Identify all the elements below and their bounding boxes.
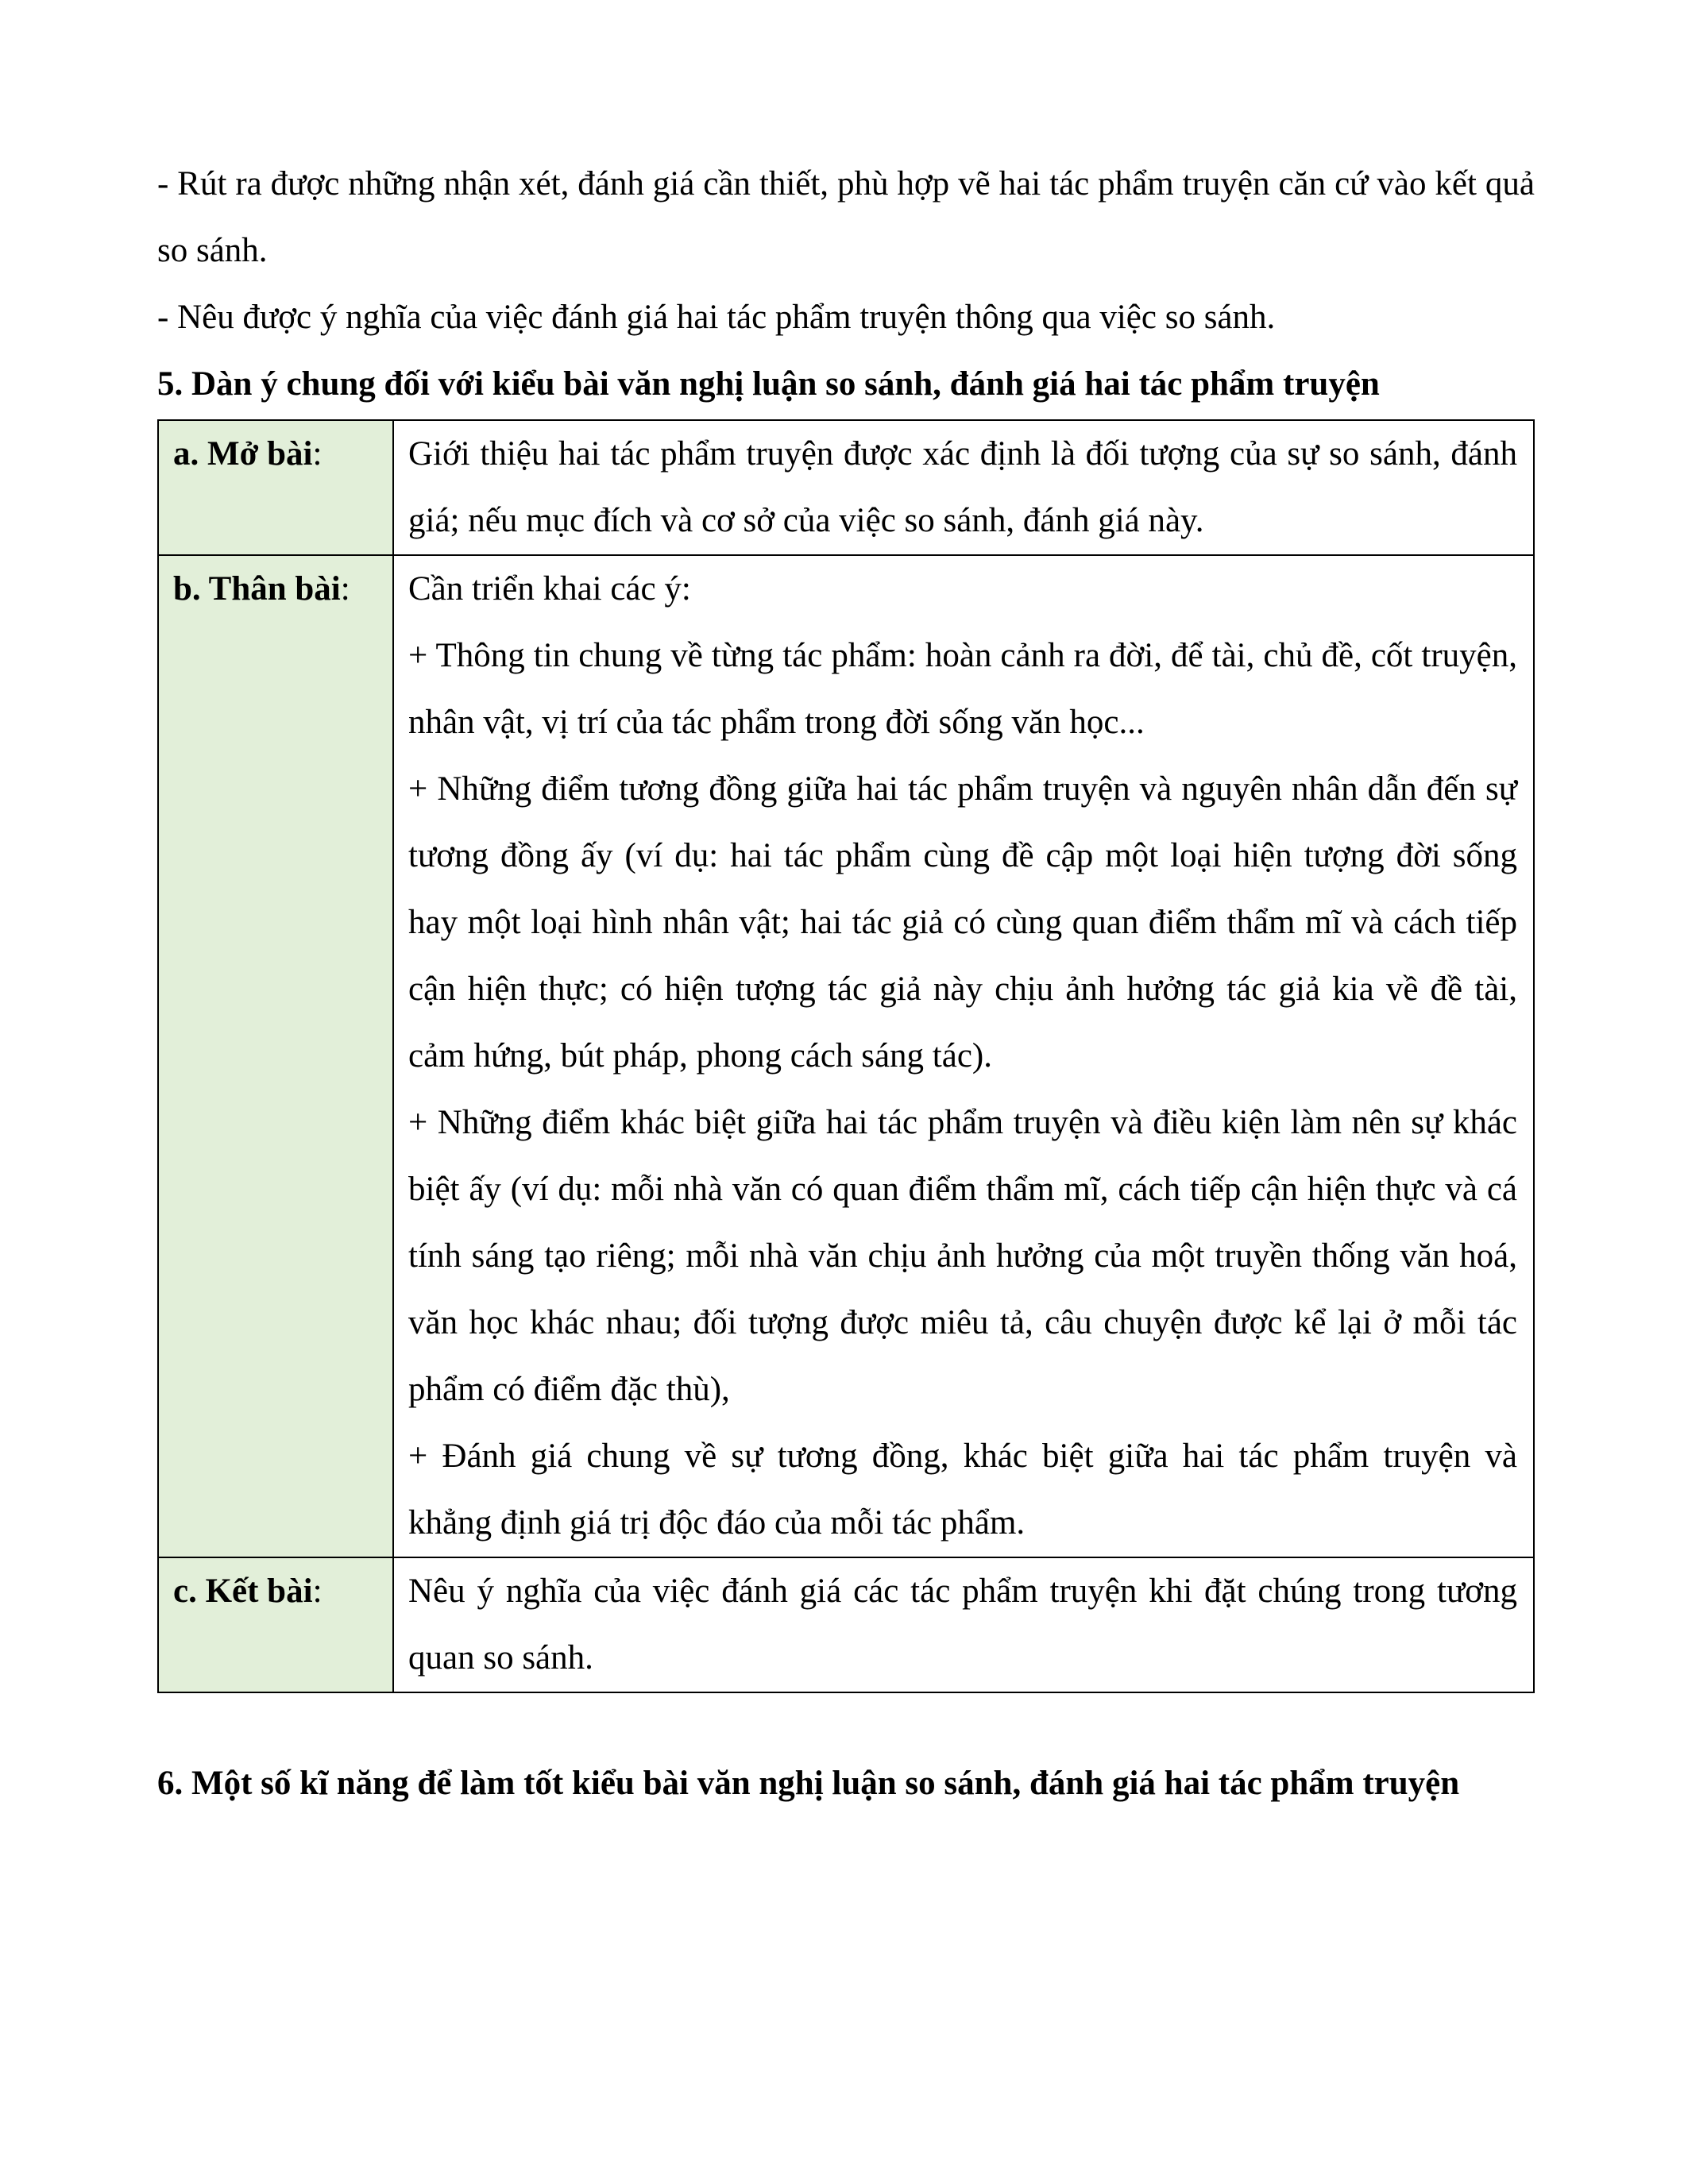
row-content-mo-bai: [393, 420, 1534, 555]
section-5-heading: 5. Dàn ý chung đối với kiểu bài văn nghị luận so sánh, đánh giá hai tác phẩm truyện: [157, 365, 1380, 403]
section-6-heading: 6. Một số kĩ năng để làm tốt kiểu bài văn nghị luận so sánh, đánh giá hai tác phẩm truyện: [157, 1765, 1460, 1802]
table-row-than-bai: [158, 555, 1534, 1557]
ket-bai-text: Nêu ý nghĩa của việc đánh giá các tác phẩm truyện khi đặt chúng trong tương quan so sánh.: [408, 1572, 1517, 1677]
than-bai-point-3: + Những điểm khác biệt giữa hai tác phẩm truyện và điều kiện làm nên sự khác biệt ấy (ví dụ: mỗi nhà văn có quan điểm thẩm mĩ, cách tiếp cận hiện thực và cá tính sáng tạo riêng; mỗi nhà văn chịu ảnh hưởng của một truyền thống văn hoá, văn học khác nhau; đối tượng được miêu tả, câu chuyện được kể lại ở mỗi tác phẩm có điểm đặc thù),: [408, 1104, 1517, 1408]
than-bai-point-2: + Những điểm tương đồng giữa hai tác phẩm truyện và nguyên nhân dẫn đến sự tương đồng ấy (ví dụ: hai tác phẩm cùng đề cập một loại hiện tượng đời sống hay một loại hình nhân vật; hai tác giả có cùng quan điểm thẩm mĩ và cách tiếp cận hiện thực; có hiện tượng tác giả này chịu ảnh hưởng tác giả kia về đề tài, cảm hứng, bút pháp, phong cách sáng tác).: [408, 770, 1517, 1075]
than-bai-intro: Cần triển khai các ý:: [408, 570, 691, 608]
than-bai-label: b. Thân bài: [173, 570, 341, 608]
row-content-ket-bai: [393, 1557, 1534, 1692]
outline-table: [157, 419, 1535, 1693]
table-row-ket-bai: [158, 1557, 1534, 1692]
row-label-than-bai: b. Thân bài:: [158, 555, 393, 1557]
ket-bai-label: c. Kết bài: [173, 1572, 313, 1610]
than-bai-point-1: + Thông tin chung về từng tác phẩm: hoàn cảnh ra đời, để tài, chủ đề, cốt truyện, nhân vật, vị trí của tác phẩm trong đời sống văn học...: [408, 637, 1517, 741]
row-label-mo-bai: a. Mở bài:: [158, 420, 393, 555]
mo-bai-text: Giới thiệu hai tác phẩm truyện được xác định là đối tượng của sự so sánh, đánh giá; nếu mục đích và cơ sở của việc so sánh, đánh giá này.: [408, 435, 1517, 539]
mo-bai-label: a. Mở bài: [173, 435, 313, 473]
than-bai-point-4: + Đánh giá chung về sự tương đồng, khác biệt giữa hai tác phẩm truyện và khẳng định giá trị độc đáo của mỗi tác phẩm.: [408, 1437, 1517, 1542]
table-row-mo-bai: [158, 420, 1534, 555]
document-page: [157, 151, 1535, 1817]
row-label-ket-bai: c. Kết bài:: [158, 1557, 393, 1692]
intro-paragraph-1: - Rút ra được những nhận xét, đánh giá cần thiết, phù hợp vẽ hai tác phẩm truyện căn cứ vào kết quả so sánh.: [157, 165, 1535, 269]
row-content-than-bai: [393, 555, 1534, 1557]
intro-paragraph-2: - Nêu được ý nghĩa của việc đánh giá hai tác phẩm truyện thông qua việc so sánh.: [157, 299, 1276, 336]
section-spacer: [157, 1693, 1535, 1750]
